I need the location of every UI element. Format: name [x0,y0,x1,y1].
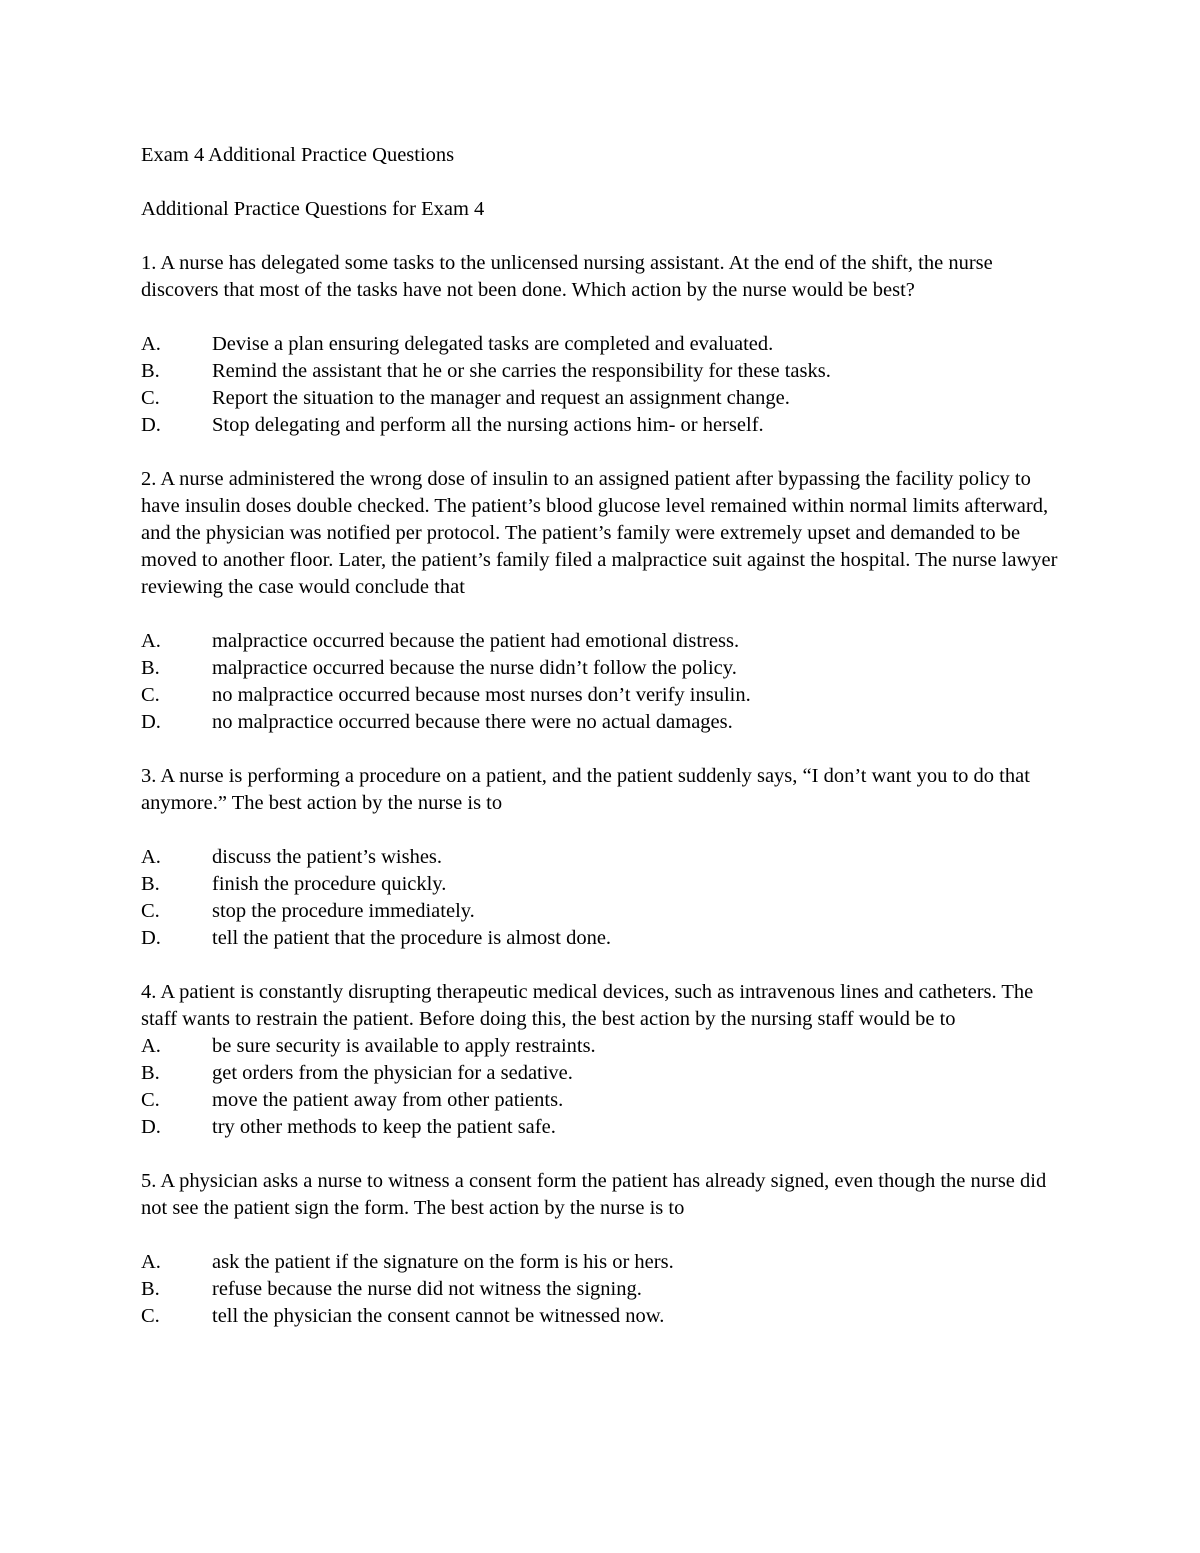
option-letter: B. [141,1062,160,1084]
answer-option [141,1249,1071,1276]
document-title: Exam 4 Additional Practice Questions [141,144,455,166]
option-text: Devise a plan ensuring delegated tasks are completed and evaluated. [212,333,774,355]
question-stem: 1. A nurse has delegated some tasks to the unlicensed nursing assistant. At the end of the shift, the nurse discovers that most of the tasks have not been done. Which action by the nurse would be best? [141,252,993,301]
document-subtitle: Additional Practice Questions for Exam 4 [141,198,485,220]
question-stem: 4. A patient is constantly disrupting therapeutic medical devices, such as intravenous lines and catheters. The staff wants to restrain the patient. Before doing this, the best action by the nursing staff would be to [141,981,1034,1030]
question-stem: 5. A physician asks a nurse to witness a consent form the patient has already signed, even though the nurse did not see the patient sign the form. The best action by the nurse is to [141,1170,1047,1219]
option-text: discuss the patient’s wishes. [212,846,443,868]
question-4 [141,979,1071,1141]
answer-option [141,898,1071,925]
answer-options [141,844,1071,952]
option-letter: A. [141,1035,161,1057]
answer-option [141,1303,1071,1330]
option-text: tell the physician the consent cannot be witnessed now. [212,1305,665,1327]
question-2 [141,466,1071,736]
answer-options [141,628,1071,736]
option-text: Stop delegating and perform all the nursing actions him- or herself. [212,414,764,436]
option-letter: C. [141,900,160,922]
answer-option [141,655,1071,682]
option-letter: C. [141,1305,160,1327]
option-text: refuse because the nurse did not witness the signing. [212,1278,642,1300]
answer-options [141,331,1071,439]
option-text: Remind the assistant that he or she carries the responsibility for these tasks. [212,360,831,382]
option-letter: C. [141,1089,160,1111]
document-page [141,142,1071,1357]
option-text: Report the situation to the manager and request an assignment change. [212,387,790,409]
option-letter: D. [141,927,161,949]
question-stem: 2. A nurse administered the wrong dose of insulin to an assigned patient after bypassing the facility policy to have insulin doses double checked. The patient’s blood glucose level remained within normal limits afterward, and the physician was notified per protocol. The patient’s family were extremely upset and demanded to be moved to another floor. Later, the patient’s family filed a malpractice suit against the hospital. The nurse lawyer reviewing the case would conclude that [141,468,1058,598]
answer-option [141,358,1071,385]
answer-option [141,1276,1071,1303]
answer-option [141,871,1071,898]
option-text: ask the patient if the signature on the form is his or hers. [212,1251,674,1273]
question-stem: 3. A nurse is performing a procedure on a patient, and the patient suddenly says, “I don’t want you to do that anymore.” The best action by the nurse is to [141,765,1030,814]
answer-option [141,844,1071,871]
option-letter: C. [141,387,160,409]
answer-option [141,628,1071,655]
option-text: no malpractice occurred because most nurses don’t verify insulin. [212,684,751,706]
option-text: move the patient away from other patients. [212,1089,564,1111]
option-letter: B. [141,1278,160,1300]
answer-option [141,709,1071,736]
answer-option [141,925,1071,952]
answer-option [141,1087,1071,1114]
option-text: get orders from the physician for a sedative. [212,1062,573,1084]
option-letter: D. [141,711,161,733]
answer-option [141,385,1071,412]
option-letter: B. [141,360,160,382]
option-text: malpractice occurred because the patient had emotional distress. [212,630,740,652]
option-letter: B. [141,873,160,895]
option-letter: B. [141,657,160,679]
question-3 [141,763,1071,952]
answer-option [141,412,1071,439]
option-text: try other methods to keep the patient safe. [212,1116,556,1138]
option-text: stop the procedure immediately. [212,900,475,922]
option-letter: C. [141,684,160,706]
option-text: tell the patient that the procedure is almost done. [212,927,612,949]
option-text: malpractice occurred because the nurse didn’t follow the policy. [212,657,737,679]
option-letter: A. [141,1251,161,1273]
answer-option [141,331,1071,358]
option-letter: A. [141,333,161,355]
answer-option [141,1033,1071,1060]
answer-option [141,682,1071,709]
option-text: be sure security is available to apply restraints. [212,1035,596,1057]
question-1 [141,250,1071,439]
option-text: finish the procedure quickly. [212,873,447,895]
option-letter: A. [141,630,161,652]
option-letter: A. [141,846,161,868]
option-text: no malpractice occurred because there were no actual damages. [212,711,733,733]
option-letter: D. [141,1116,161,1138]
answer-options [141,1033,1071,1141]
answer-options [141,1249,1071,1330]
question-5 [141,1168,1071,1330]
answer-option [141,1114,1071,1141]
answer-option [141,1060,1071,1087]
option-letter: D. [141,414,161,436]
